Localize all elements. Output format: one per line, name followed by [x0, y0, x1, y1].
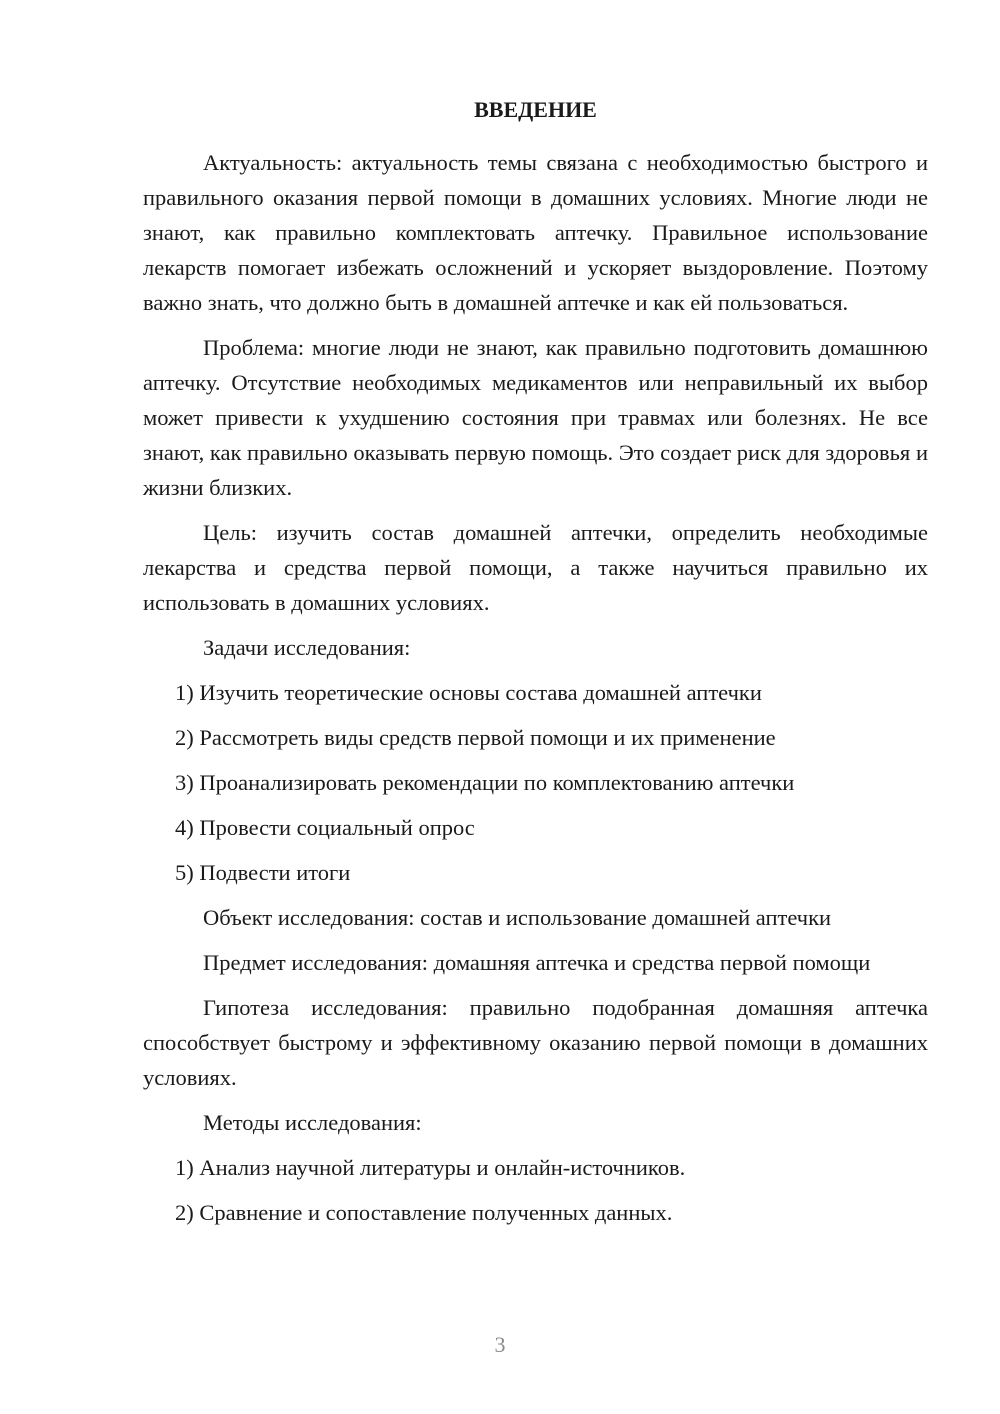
goal-paragraph: Цель: изучить состав домашней аптечки, определить необходимые лекарства и средства первой помощи, а также научиться правильно их использовать в домашних условиях.: [143, 520, 928, 615]
problem-paragraph: Проблема: многие люди не знают, как правильно подготовить домашнюю аптечку. Отсутствие необходимых медикаментов или неправильный их выбор может привести к ухудшению состояния при травмах или болезнях. Не все знают, как правильно оказывать первую помощь. Это создает риск для здоровья и жизни близких.: [143, 335, 928, 500]
task-item: 1) Изучить теоретические основы состава домашней аптечки: [175, 680, 762, 705]
method-item: 1) Анализ научной литературы и онлайн-источников.: [175, 1155, 686, 1180]
method-item: 2) Сравнение и сопоставление полученных данных.: [175, 1200, 673, 1225]
tasks-heading: Задачи исследования:: [203, 635, 411, 660]
page-number: 3: [494, 1332, 506, 1357]
task-item: 5) Подвести итоги: [175, 860, 351, 885]
section-title: ВВЕДЕНИЕ: [474, 97, 597, 122]
task-item: 2) Рассмотреть виды средств первой помощи и их применение: [175, 725, 776, 750]
object-line: Объект исследования: состав и использование домашней аптечки: [203, 905, 832, 930]
relevance-paragraph: Актуальность: актуальность темы связана с необходимостью быстрого и правильного оказания первой помощи в домашних условиях. Многие люди не знают, как правильно комплектовать аптечку. Правильное использование лекарств помогает избежать осложнений и ускоряет выздоровление. Поэтому важно знать, что должно быть в домашней аптечке и как ей пользоваться.: [143, 150, 928, 315]
document-page: [143, 92, 928, 1240]
task-item: 4) Провести социальный опрос: [175, 815, 475, 840]
subject-paragraph: Предмет исследования: домашняя аптечка и средства первой помощи: [203, 950, 871, 975]
methods-heading: Методы исследования:: [203, 1110, 422, 1135]
task-item: 3) Проанализировать рекомендации по комплектованию аптечки: [175, 770, 795, 795]
hypothesis-paragraph: Гипотеза исследования: правильно подобранная домашняя аптечка способствует быстрому и эффективному оказанию первой помощи в домашних условиях.: [143, 995, 928, 1090]
